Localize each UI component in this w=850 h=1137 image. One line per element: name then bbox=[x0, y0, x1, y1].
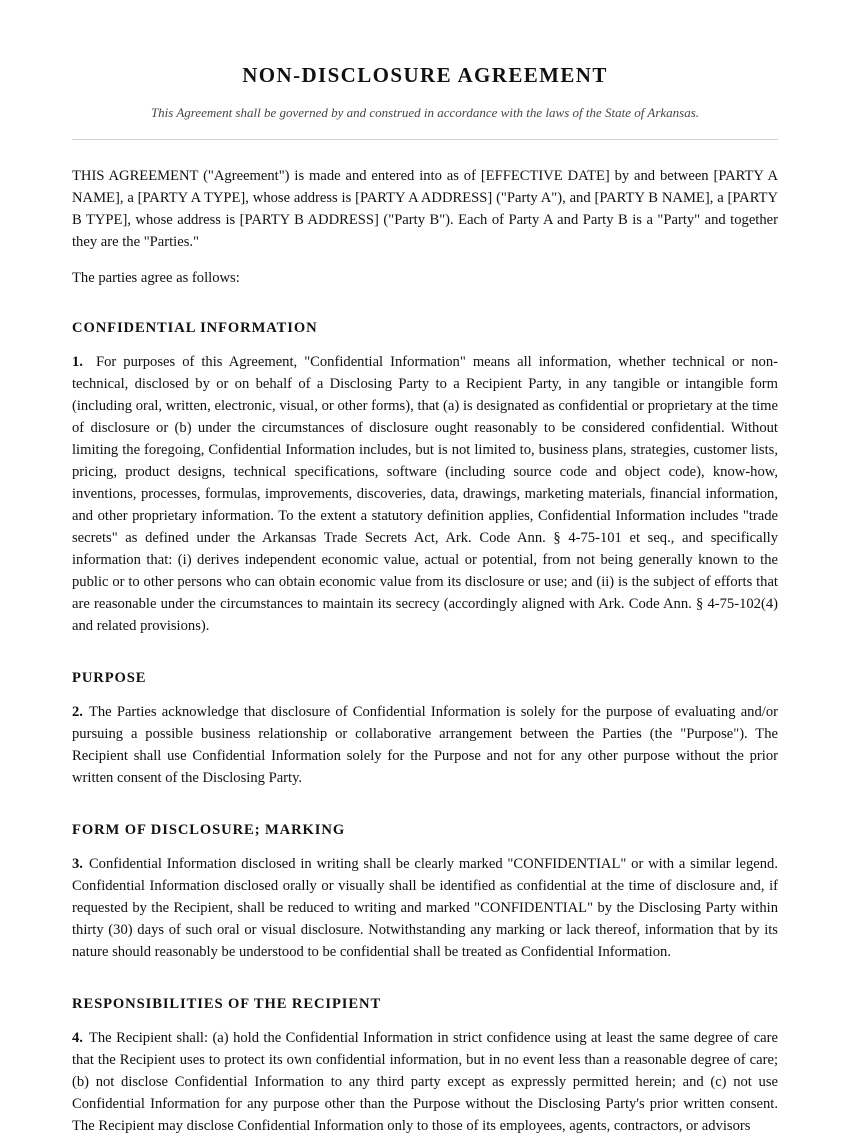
section-heading-confidential-information: CONFIDENTIAL INFORMATION bbox=[72, 320, 318, 336]
header-divider bbox=[72, 139, 778, 140]
section-heading-responsibilities: RESPONSIBILITIES OF THE RECIPIENT bbox=[72, 996, 382, 1012]
section-heading-purpose: PURPOSE bbox=[72, 670, 147, 686]
section-paragraph-3 bbox=[72, 853, 778, 963]
section-text: The Recipient shall: (a) hold the Confidential Information in strict confidence using at least the same degree of care that the Recipient uses to protect its own confidential information, but in no event less than a reasonable degree of care; (b) not disclose Confidential Information to any third party except as expressly permitted herein; and (c) not use Confidential Information for any purpose other than the Purpose without the Disclosing Party's prior written consent. The Recipient may disclose Confidential Information only to those of its employees, agents, contractors, or advisors bbox=[72, 1030, 778, 1134]
section-text: Confidential Information disclosed in writing shall be clearly marked "CONFIDENTIAL" or with a similar legend. Confidential Information disclosed orally or visually shall be identified as confidential at the time of disclosure and, if requested by the Recipient, shall be reduced to writing and marked "CONFIDENTIAL" by the Disclosing Party within thirty (30) days of such oral or visual disclosure. Notwithstanding any marking or lack thereof, information that by its nature should reasonably be understood to be confidential shall be treated as Confidential Information. bbox=[72, 856, 778, 960]
section-paragraph-2 bbox=[72, 701, 778, 789]
section-text: For purposes of this Agreement, "Confidential Information" means all information, whether technical or non-technical, disclosed by or on behalf of a Disclosing Party to a Recipient Party, in any tangible or intangible form (including oral, written, electronic, visual, or other forms), that (a) is designated as confidential or proprietary at the time of disclosure or (b) under the circumstances of disclosure ought reasonably to be considered confidential. Without limiting the foregoing, Confidential Information includes, but is not limited to, business plans, strategies, customer lists, pricing, product designs, technical specifications, software (including source code and object code), know-how, inventions, processes, formulas, improvements, discoveries, data, drawings, marketing materials, financial information, and other proprietary information. To the extent a statutory definition applies, Confidential Information includes "trade secrets" as defined under the Arkansas Trade Secrets Act, Ark. Code Ann. § 4-75-101 et seq., and specifically information that: (i) derives independent economic value, actual or potential, from not being generally known to the public or to other persons who can obtain economic value from its disclosure or use; and (ii) is the subject of efforts that are reasonable under the circumstances to maintain its secrecy (accordingly aligned with Ark. Code Ann. § 4-75-102(4) and related provisions). bbox=[72, 354, 778, 634]
section-number: 3. bbox=[72, 856, 83, 872]
section-number: 4. bbox=[72, 1030, 83, 1046]
section-heading-form-of-disclosure: FORM OF DISCLOSURE; MARKING bbox=[72, 822, 346, 838]
section-number: 1. bbox=[72, 354, 83, 370]
section-paragraph-4 bbox=[72, 1027, 778, 1137]
section-number: 2. bbox=[72, 704, 83, 720]
governing-law-note: This Agreement shall be governed by and construed in accordance with the laws of the State of Arkansas. bbox=[150, 105, 700, 120]
document-page bbox=[72, 0, 778, 1137]
document-title: NON-DISCLOSURE AGREEMENT bbox=[242, 63, 608, 87]
intro-paragraph: THIS AGREEMENT ("Agreement") is made and entered into as of [EFFECTIVE DATE] by and between [PARTY A NAME], a [PARTY A TYPE], whose address is [PARTY A ADDRESS] ("Party A"), and [PARTY B NAME], a [PARTY B TYPE], whose address is [PARTY B ADDRESS] ("Party B"). Each of Party A and Party B is a "Party" and together they are the "Parties." bbox=[72, 168, 778, 250]
section-text: The Parties acknowledge that disclosure of Confidential Information is solely for the purpose of evaluating and/or pursuing a possible business relationship or collaborative arrangement between the Parties (the "Purpose"). The Recipient shall use Confidential Information solely for the Purpose and not for any other purpose without the prior written consent of the Disclosing Party. bbox=[72, 704, 778, 786]
agree-line: The parties agree as follows: bbox=[72, 270, 240, 286]
section-paragraph-1 bbox=[72, 351, 778, 637]
